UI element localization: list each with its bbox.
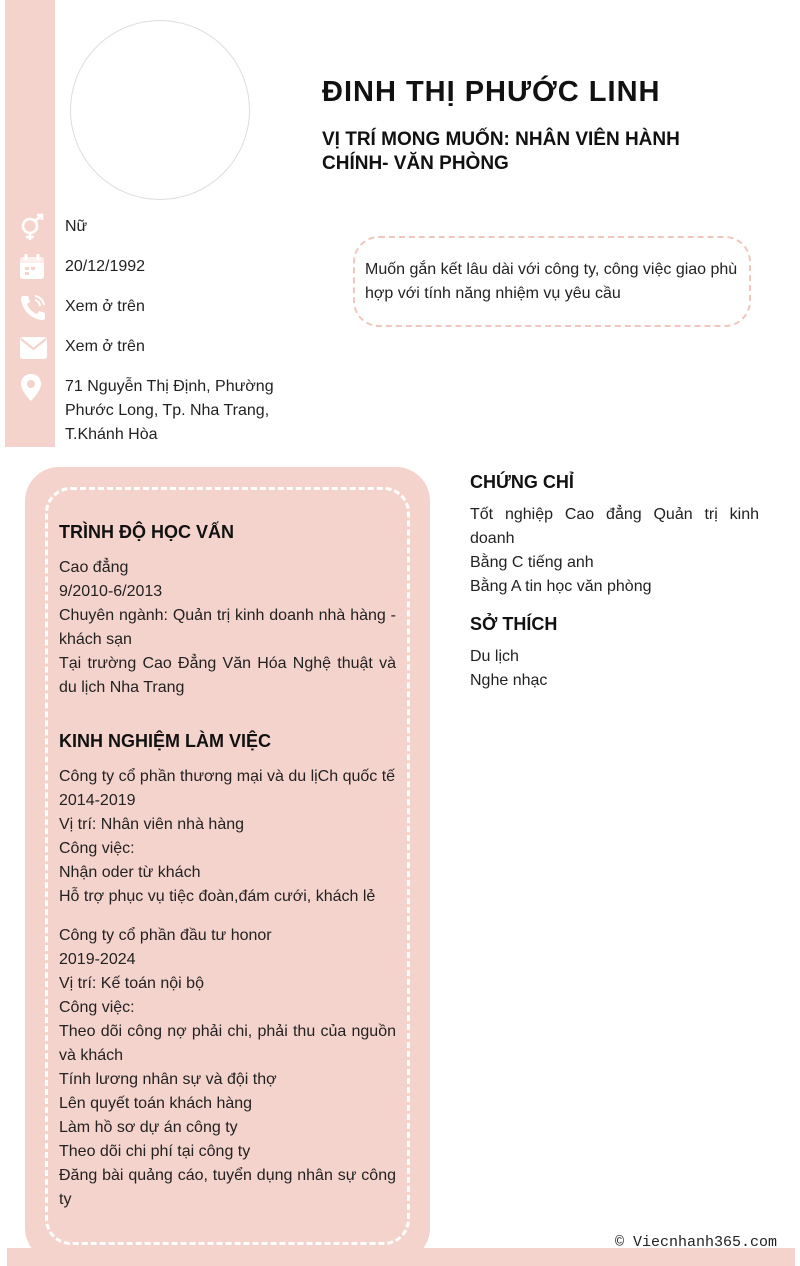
gender-value: Nữ — [65, 218, 88, 235]
job-2-duties-label: Công việc: — [59, 999, 135, 1016]
email-value: Xem ở trên — [65, 338, 145, 355]
education-period: 9/2010-6/2013 — [59, 583, 163, 600]
certificate-item: Bằng C tiếng anh — [470, 554, 594, 571]
career-objective — [353, 236, 751, 327]
address-line-2: Phước Long, Tp. Nha Trang, — [65, 402, 270, 419]
email-icon — [18, 334, 48, 362]
certificate-item: Bằng A tin học văn phòng — [470, 578, 652, 595]
desired-position — [322, 128, 742, 176]
address-line-1: 71 Nguyễn Thị Định, Phường — [65, 378, 274, 395]
hobbies-list — [470, 645, 759, 693]
objective-line-2: hợp với tính năng nhiệm vụ yêu cầu — [365, 285, 621, 302]
job-2-duty: Đăng bài quảng cáo, tuyển dụng nhân sự công ty — [59, 1167, 396, 1208]
copyright-text: © Viecnhanh365.com — [615, 1234, 778, 1251]
job-2-role: Vị trí: Kế toán nội bộ — [59, 975, 204, 992]
hobby-item: Nghe nhạc — [470, 672, 548, 689]
avatar — [70, 20, 250, 200]
candidate-name: ĐINH THỊ PHƯỚC LINH — [322, 76, 661, 108]
certificates-title: CHỨNG CHỈ — [470, 472, 574, 492]
hobbies-title: SỞ THÍCH — [470, 614, 558, 634]
objective-line-1: Muốn gắn kết lâu dài với công ty, công việc giao phù — [365, 261, 738, 278]
job-2-company: Công ty cổ phần đầu tư honor — [59, 927, 272, 944]
address-line-3: T.Khánh Hòa — [65, 426, 158, 443]
job-2-duty: Theo dõi công nợ phải chi, phải thu của nguồn và khách — [59, 1023, 396, 1064]
job-1-duty: Hỗ trợ phục vụ tiệc đoàn,đám cưới, khách lẻ — [59, 888, 376, 905]
education-details — [59, 556, 396, 700]
position-line-2: CHÍNH- VĂN PHÒNG — [322, 153, 509, 174]
education-title: TRÌNH ĐỘ HỌC VẤN — [59, 522, 234, 542]
experience-title: KINH NGHIỆM LÀM VIỆC — [59, 731, 272, 751]
education-school: Tại trường Cao Đẳng Văn Hóa Nghệ thuật và du lịch Nha Trang — [59, 655, 396, 696]
job-1 — [59, 765, 396, 909]
phone-value: Xem ở trên — [65, 298, 145, 315]
job-2-duty: Theo dõi chi phí tại công ty — [59, 1143, 251, 1160]
job-1-duties-label: Công việc: — [59, 840, 135, 857]
gender-icon — [18, 213, 48, 241]
education-degree: Cao đẳng — [59, 559, 129, 576]
calendar-icon — [18, 253, 48, 281]
job-2 — [59, 924, 396, 1212]
job-1-duty: Nhận oder từ khách — [59, 864, 201, 881]
job-1-role: Vị trí: Nhân viên nhà hàng — [59, 816, 245, 833]
job-2-period: 2019-2024 — [59, 951, 136, 968]
certificates-list — [470, 503, 759, 599]
hobby-item: Du lịch — [470, 648, 519, 665]
birthday-value: 20/12/1992 — [65, 258, 146, 275]
job-1-period: 2014-2019 — [59, 792, 136, 809]
job-1-company: Công ty cổ phần thương mại và du lịCh quốc tế — [59, 768, 396, 785]
certificate-item: Tốt nghiệp Cao đẳng Quản trị kinh doanh — [470, 506, 759, 547]
job-2-duty: Lên quyết toán khách hàng — [59, 1095, 253, 1112]
location-icon — [18, 373, 48, 401]
address-value — [65, 375, 305, 447]
phone-icon — [18, 293, 48, 321]
position-line-1: VỊ TRÍ MONG MUỐN: NHÂN VIÊN HÀNH — [322, 129, 680, 150]
job-2-duty: Làm hồ sơ dự án công ty — [59, 1119, 238, 1136]
education-major: Chuyên ngành: Quản trị kinh doanh nhà hàng - khách sạn — [59, 607, 396, 648]
job-2-duty: Tính lương nhân sự và đội thợ — [59, 1071, 277, 1088]
